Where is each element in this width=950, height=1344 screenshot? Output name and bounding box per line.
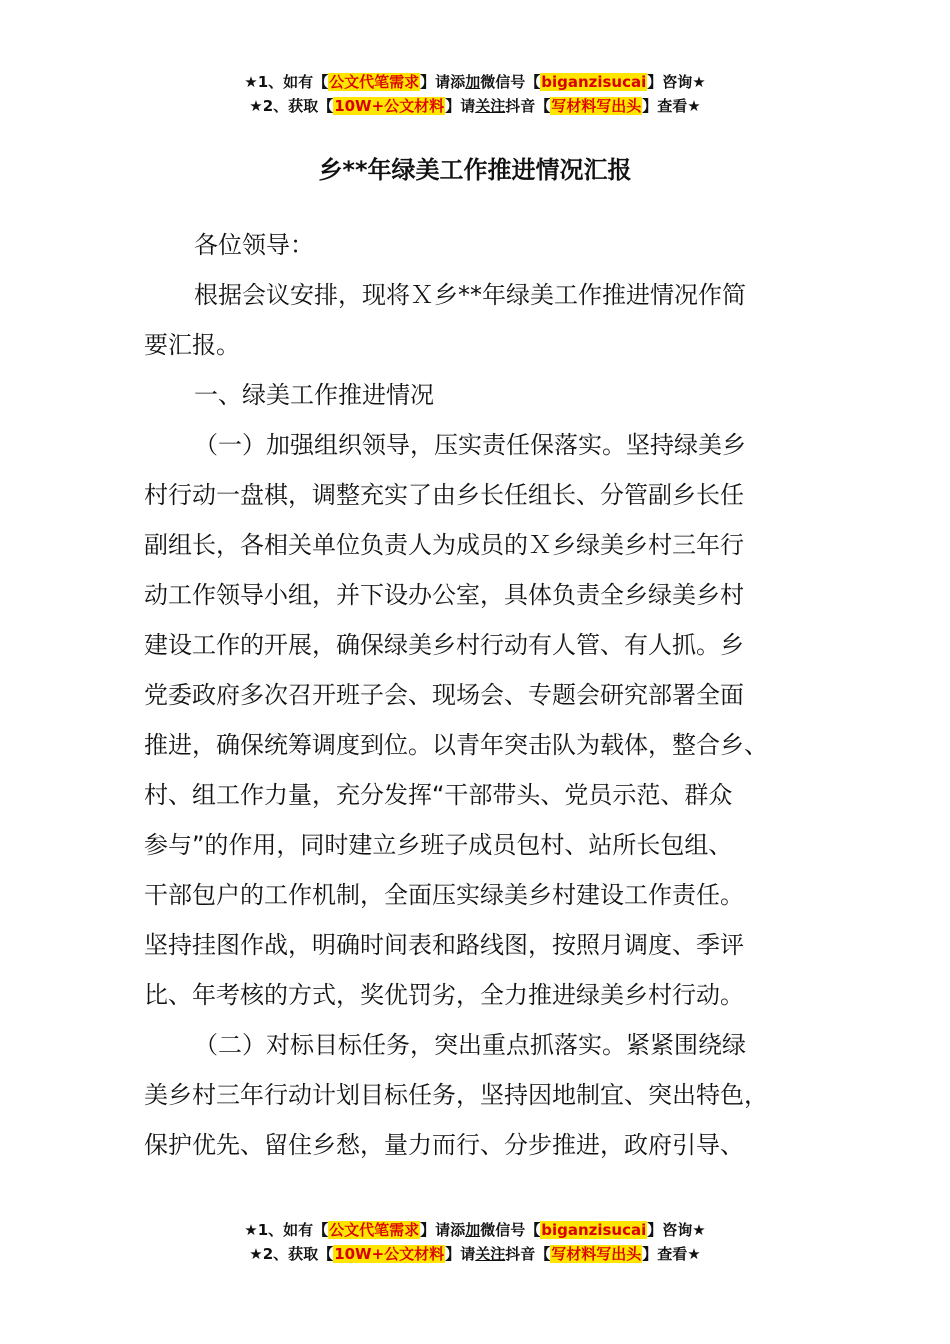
banner-text: 微信号【 bbox=[480, 1221, 541, 1239]
footer-banner bbox=[0, 1218, 950, 1266]
paragraph-line: （二）对标目标任务，突出重点抓落实。紧紧围绕绿 bbox=[194, 1031, 746, 1059]
banner-highlight: 公文代笔需求 bbox=[329, 1221, 420, 1239]
paragraph-line: 保护优先、留住乡愁，量力而行、分步推进，政府引导、 bbox=[144, 1131, 744, 1159]
paragraph-line: 要汇报。 bbox=[144, 331, 240, 359]
paragraph-line: 根据会议安排，现将Ｘ乡**年绿美工作推进情况作简 bbox=[194, 281, 746, 309]
banner-underlined: 关注 bbox=[475, 1245, 506, 1263]
paragraph-line: 副组长，各相关单位负责人为成员的Ｘ乡绿美乡村三年行 bbox=[144, 531, 744, 559]
banner-text: 】请添 bbox=[420, 73, 466, 91]
paragraph-line: 村、组工作力量，充分发挥“干部带头、党员示范、群众 bbox=[144, 781, 733, 809]
banner-text: 】查看★ bbox=[642, 97, 701, 115]
banner-text: ★1、如有【 bbox=[244, 73, 329, 91]
banner-text: 抖音【 bbox=[505, 1245, 551, 1263]
banner-text: 】咨询★ bbox=[647, 1221, 706, 1239]
section-heading: 一、绿美工作推进情况 bbox=[194, 381, 434, 409]
salutation: 各位领导： bbox=[194, 231, 314, 259]
banner-highlight: 写材料写出头 bbox=[551, 97, 642, 115]
banner-text: ★2、获取【 bbox=[249, 97, 334, 115]
banner-underlined: 关注 bbox=[475, 97, 506, 115]
paragraph-line: 动工作领导小组，并下设办公室，具体负责全乡绿美乡村 bbox=[144, 581, 744, 609]
paragraph-line: （一）加强组织领导，压实责任保落实。坚持绿美乡 bbox=[194, 431, 746, 459]
banner-underlined: 加 bbox=[465, 1221, 481, 1239]
paragraph-line: 美乡村三年行动计划目标任务，坚持因地制宜、突出特色， bbox=[144, 1081, 768, 1109]
paragraph-line: 干部包户的工作机制，全面压实绿美乡村建设工作责任。 bbox=[144, 881, 744, 909]
banner-text: 】请添 bbox=[420, 1221, 466, 1239]
banner-underlined: 加 bbox=[465, 73, 481, 91]
banner-text: 】查看★ bbox=[642, 1245, 701, 1263]
banner-line-1 bbox=[0, 70, 950, 94]
banner-line-2 bbox=[0, 1242, 950, 1266]
banner-text: 微信号【 bbox=[480, 73, 541, 91]
banner-text: 】咨询★ bbox=[647, 73, 706, 91]
paragraph-line: 建设工作的开展，确保绿美乡村行动有人管、有人抓。乡 bbox=[144, 631, 744, 659]
banner-highlight: 10W+公文材料 bbox=[334, 1245, 445, 1263]
banner-text: ★1、如有【 bbox=[244, 1221, 329, 1239]
paragraph-line: 坚持挂图作战，明确时间表和路线图，按照月调度、季评 bbox=[144, 931, 744, 959]
banner-text: 】请 bbox=[445, 97, 476, 115]
banner-highlight: 公文代笔需求 bbox=[329, 73, 420, 91]
banner-highlight: 10W+公文材料 bbox=[334, 97, 445, 115]
banner-highlight: biganzisucai bbox=[541, 73, 647, 91]
banner-highlight: biganzisucai bbox=[541, 1221, 647, 1239]
banner-line-1 bbox=[0, 1218, 950, 1242]
banner-text: ★2、获取【 bbox=[249, 1245, 334, 1263]
banner-text: 抖音【 bbox=[505, 97, 551, 115]
paragraph-line: 党委政府多次召开班子会、现场会、专题会研究部署全面 bbox=[144, 681, 744, 709]
paragraph-line: 推进，确保统筹调度到位。以青年突击队为载体，整合乡、 bbox=[144, 731, 768, 759]
header-banner bbox=[0, 70, 950, 118]
paragraph-line: 比、年考核的方式，奖优罚劣，全力推进绿美乡村行动。 bbox=[144, 981, 744, 1009]
paragraph-line: 参与”的作用，同时建立乡班子成员包村、站所长包组、 bbox=[144, 831, 733, 859]
banner-highlight: 写材料写出头 bbox=[551, 1245, 642, 1263]
banner-text: 】请 bbox=[445, 1245, 476, 1263]
paragraph-line: 村行动一盘棋，调整充实了由乡长任组长、分管副乡长任 bbox=[144, 481, 744, 509]
document-title: 乡**年绿美工作推进情况汇报 bbox=[318, 156, 632, 184]
document-body bbox=[144, 220, 814, 1170]
banner-line-2 bbox=[0, 94, 950, 118]
